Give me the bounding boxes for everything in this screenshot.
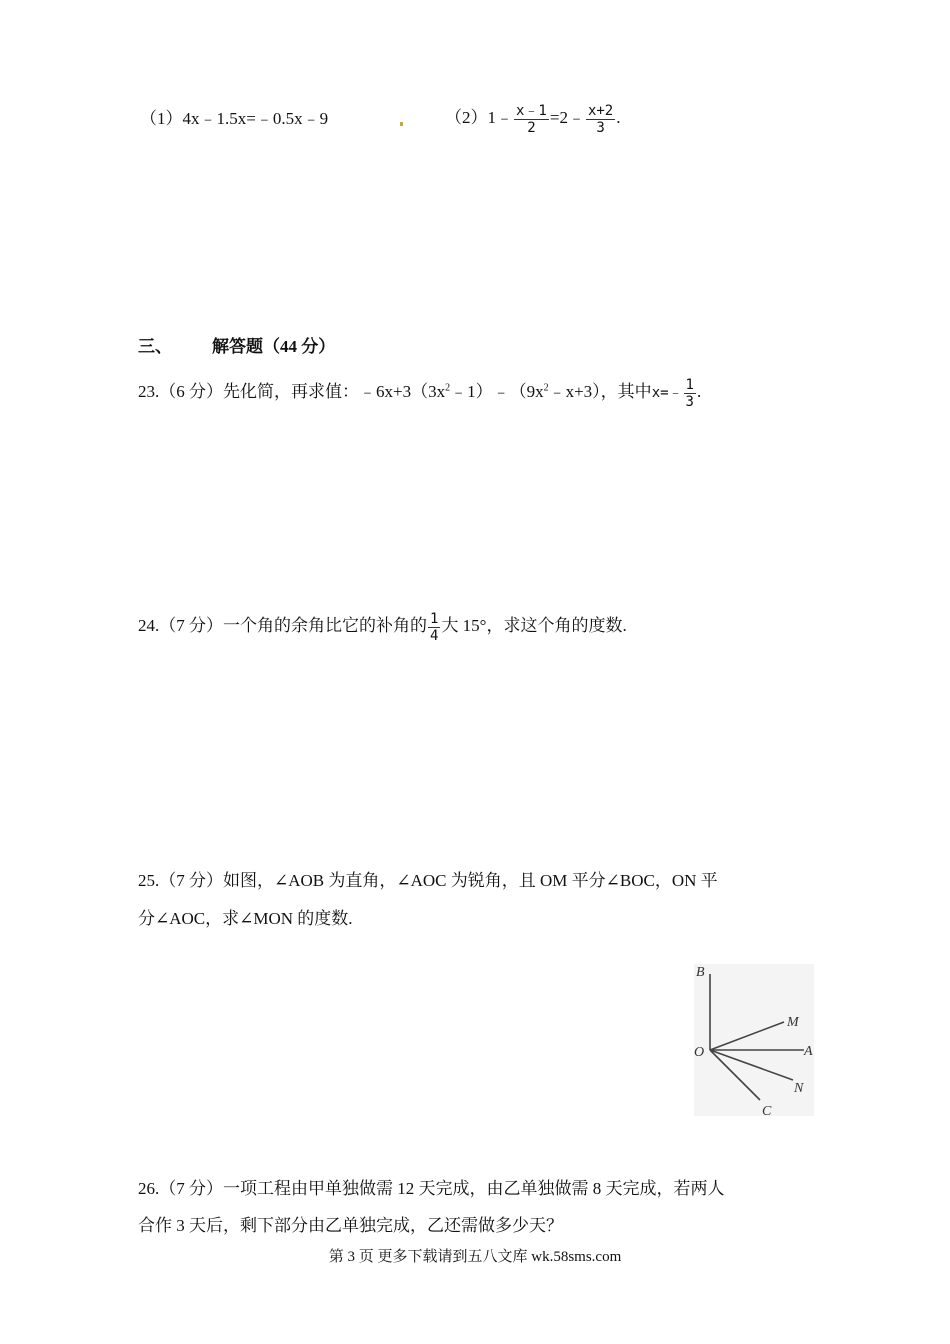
- equation-2-frac1-denominator: 2: [527, 119, 536, 136]
- equation-2: [445, 100, 621, 136]
- q23-suffix: .: [696, 382, 702, 401]
- equation-2-prefix: （2）1﹣: [445, 108, 513, 127]
- question-26-line-2: 合作 3 天后，剩下部分由乙单独完成，乙还需做多少天？: [138, 1216, 563, 1235]
- section-title: 解答题（44 分）: [212, 337, 336, 356]
- q23-label: 23.（6 分）先化简，再求值：﹣6x+3（3x: [138, 382, 446, 401]
- equation-2-fraction-1: [514, 103, 549, 136]
- page-footer: 第 3 页 更多下载请到五八文库 wk.58sms.com: [328, 1249, 622, 1265]
- q24-frac-numerator: 1: [430, 610, 439, 627]
- question-25-line-2: 分∠AOC，求∠MON 的度数.: [138, 909, 353, 928]
- q23-x-equals: x=﹣: [651, 385, 683, 401]
- question-25-line-1: 25.（7 分）如图，∠AOB 为直角，∠AOC 为锐角，且 OM 平分∠BOC，ON 平: [138, 871, 718, 890]
- equation-1: （1）4x﹣1.5x=﹣0.5x﹣9: [140, 109, 329, 128]
- section-number: 三、: [138, 337, 172, 356]
- q24-label: 24.（7 分）一个角的余角比它的补角的: [138, 616, 427, 635]
- q23-exponent-2: 2: [543, 382, 549, 394]
- q23-frac-numerator: 1: [685, 376, 694, 393]
- question-23: [138, 372, 701, 413]
- equation-2-frac2-denominator: 3: [596, 119, 605, 136]
- label-N: N: [794, 1081, 804, 1096]
- equation-2-mid: =2﹣: [549, 108, 585, 127]
- q24-tail: 大 15°，求这个角的度数.: [441, 616, 627, 635]
- q23-exponent-1: 2: [445, 382, 451, 394]
- label-M: M: [787, 1015, 799, 1030]
- q23-mid: ﹣1）﹣（9x: [450, 382, 544, 401]
- speck-mark: [400, 122, 403, 126]
- q23-tail: ﹣x+3），其中: [548, 382, 652, 401]
- q23-frac-denominator: 3: [685, 393, 694, 410]
- angle-figure: [690, 960, 816, 1122]
- equation-2-frac1-numerator: x﹣1: [516, 102, 547, 119]
- label-B: B: [696, 965, 705, 980]
- equation-2-suffix: .: [616, 108, 621, 127]
- question-24: [138, 606, 627, 646]
- equation-2-frac2-numerator: x+2: [587, 102, 614, 119]
- section-heading: [138, 336, 335, 358]
- equation-2-fraction-2: [586, 103, 615, 136]
- label-C: C: [762, 1104, 772, 1119]
- question-26-line-1: 26.（7 分）一项工程由甲单独做需 12 天完成，由乙单独做需 8 天完成，若两人: [138, 1179, 725, 1198]
- label-O: O: [694, 1045, 705, 1060]
- q23-fraction: [684, 377, 696, 410]
- label-A: A: [804, 1044, 813, 1059]
- q24-fraction: [428, 611, 440, 644]
- q24-frac-denominator: 4: [430, 627, 439, 644]
